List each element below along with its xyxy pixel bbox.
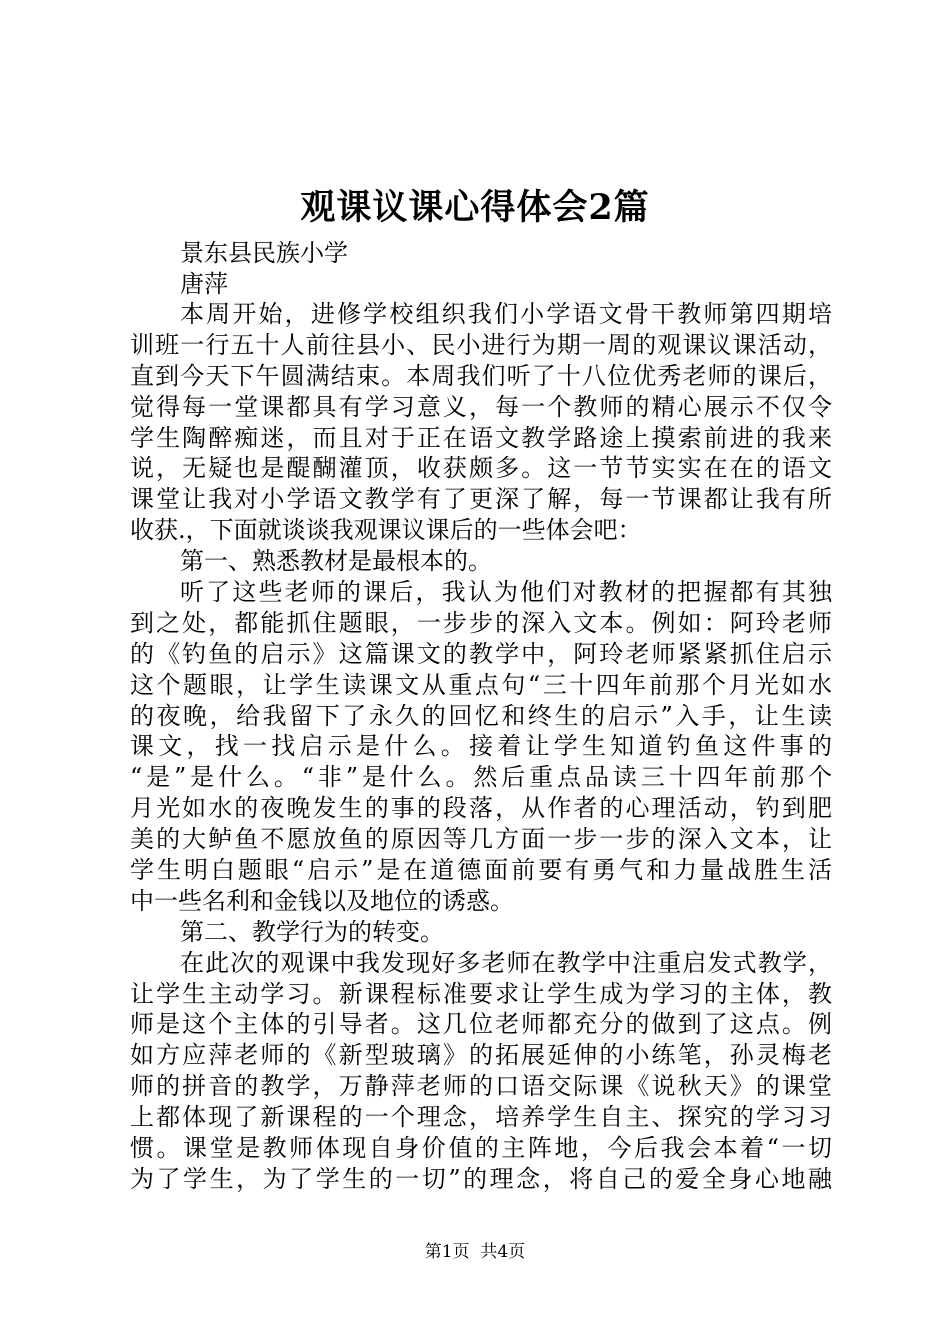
- text-line: 学生陶醉痴迷，而且对于正在语文教学路途上摸索前进的我来: [130, 423, 832, 452]
- text-line: 中一些名利和金钱以及地位的诱惑。: [130, 886, 514, 915]
- text-line: 这个题眼，让学生读课文从重点句“三十四年前那个月光如水: [130, 670, 832, 699]
- text-line: 师的拼音的教学，万静萍老师的口语交际课《说秋天》的课堂: [130, 1072, 832, 1101]
- author-name: 唐萍: [180, 270, 228, 298]
- document-title: 观课议课心得体会2篇: [300, 187, 650, 228]
- text-line: 课堂让我对小学语文教学有了更深了解，每一节课都让我有所: [130, 485, 832, 514]
- text-line: 觉得每一堂课都具有学习意义，每一个教师的精心展示不仅令: [130, 392, 832, 421]
- text-line: 直到今天下午圆满结束。本周我们听了十八位优秀老师的课后，: [130, 361, 832, 390]
- text-line: 如方应萍老师的《新型玻璃》的拓展延伸的小练笔，孙灵梅老: [130, 1041, 832, 1070]
- text-line: 月光如水的夜晚发生的事的段落，从作者的心理活动，钓到肥: [130, 794, 832, 823]
- text-line: 收获.，下面就谈谈我观课议课后的一些体会吧：: [130, 516, 642, 545]
- school-name: 景东县民族小学: [180, 239, 348, 267]
- text-line: “是”是什么。“非”是什么。然后重点品读三十四年前那个: [130, 763, 832, 792]
- body-text: [130, 299, 832, 1195]
- text-line: 本周开始，进修学校组织我们小学语文骨干教师第四期培: [180, 300, 832, 328]
- text-line: 上都体现了新课程的一个理念，培养学生自主、探究的学习习: [130, 1103, 832, 1132]
- text-line: 课文，找一找启示是什么。接着让学生知道钓鱼这件事的: [130, 732, 832, 761]
- text-line: 的夜晚，给我留下了永久的回忆和终生的启示”入手，让生读: [130, 701, 832, 730]
- text-line: 让学生主动学习。新课程标准要求让学生成为学习的主体，教: [130, 979, 832, 1008]
- text-line: 训班一行五十人前往县小、民小进行为期一周的观课议课活动，: [130, 330, 832, 359]
- section-heading: 第二、教学行为的转变。: [180, 917, 444, 946]
- text-line: 在此次的观课中我发现好多老师在教学中注重启发式教学，: [180, 948, 832, 977]
- text-line: 为了学生，为了学生的一切”的理念，将自己的爱全身心地融: [130, 1164, 832, 1193]
- text-line: 听了这些老师的课后，我认为他们对教材的把握都有其独: [180, 578, 832, 607]
- section-heading: 第一、熟悉教材是最根本的。: [180, 547, 492, 576]
- text-line: 美的大鲈鱼不愿放鱼的原因等几方面一步一步的深入文本，让: [130, 825, 832, 854]
- page-number: 第1页 共4页: [424, 1242, 526, 1262]
- text-line: 的《钓鱼的启示》这篇课文的教学中，阿玲老师紧紧抓住启示: [130, 639, 832, 668]
- text-line: 惯。课堂是教师体现自身价值的主阵地，今后我会本着“一切: [130, 1134, 832, 1163]
- text-line: 师是这个主体的引导者。这几位老师都充分的做到了这点。例: [130, 1010, 832, 1039]
- text-line: 学生明白题眼“启示”是在道德面前要有勇气和力量战胜生活: [130, 856, 832, 885]
- text-line: 到之处，都能抓住题眼，一步步的深入文本。例如：阿玲老师: [130, 608, 832, 637]
- text-line: 说，无疑也是醍醐灌顶，收获颇多。这一节节实实在在的语文: [130, 454, 832, 483]
